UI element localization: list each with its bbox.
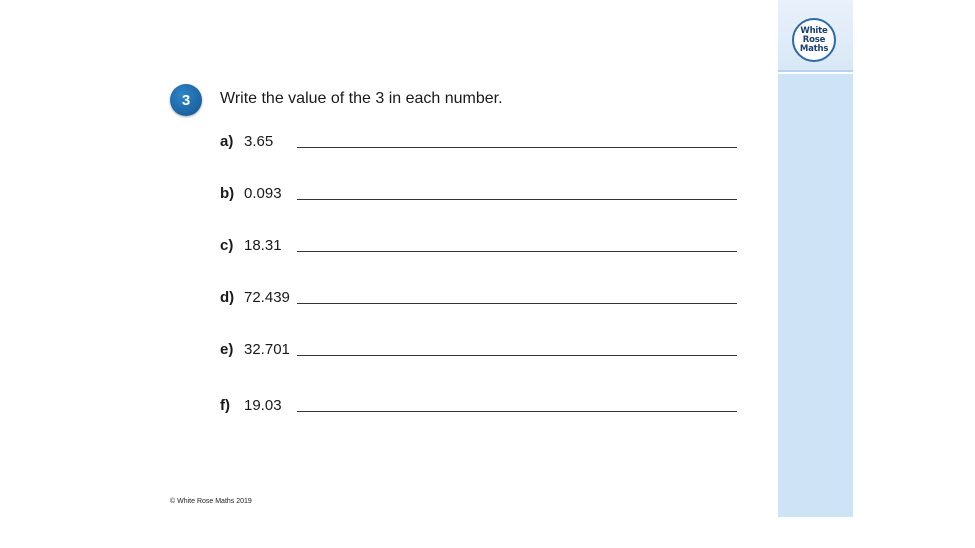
question-number-badge: 3 <box>170 84 202 116</box>
part-number: 32.701 <box>244 341 290 358</box>
part-label: a) <box>220 133 234 150</box>
copyright-footer: © White Rose Maths 2019 <box>170 498 252 505</box>
answer-row-f <box>220 397 740 419</box>
logo-text-line-1: White <box>800 25 828 36</box>
answer-row-c <box>220 237 740 259</box>
answer-line[interactable] <box>297 251 737 252</box>
part-number: 18.31 <box>244 237 282 254</box>
part-label: c) <box>220 237 234 254</box>
part-number: 3.65 <box>244 133 274 150</box>
side-panel <box>778 74 853 517</box>
part-label: e) <box>220 341 234 358</box>
part-number: 72.439 <box>244 289 290 306</box>
question-prompt: Write the value of the 3 in each number. <box>220 90 503 107</box>
part-label: f) <box>220 397 230 414</box>
answer-line[interactable] <box>297 303 737 304</box>
white-rose-maths-logo <box>792 18 836 62</box>
part-label: b) <box>220 185 235 202</box>
logo-text-line-2: Rose <box>802 34 826 45</box>
answer-row-b <box>220 185 740 207</box>
answer-line[interactable] <box>297 147 737 148</box>
answer-line[interactable] <box>297 199 737 200</box>
part-label: d) <box>220 289 235 306</box>
answer-row-e <box>220 341 740 363</box>
answer-line[interactable] <box>297 411 737 412</box>
part-number: 0.093 <box>244 185 282 202</box>
logo-text-line-3: Maths <box>799 43 829 54</box>
answer-row-d <box>220 289 740 311</box>
answer-line[interactable] <box>297 355 737 356</box>
part-number: 19.03 <box>244 397 282 414</box>
answer-row-a <box>220 133 740 155</box>
